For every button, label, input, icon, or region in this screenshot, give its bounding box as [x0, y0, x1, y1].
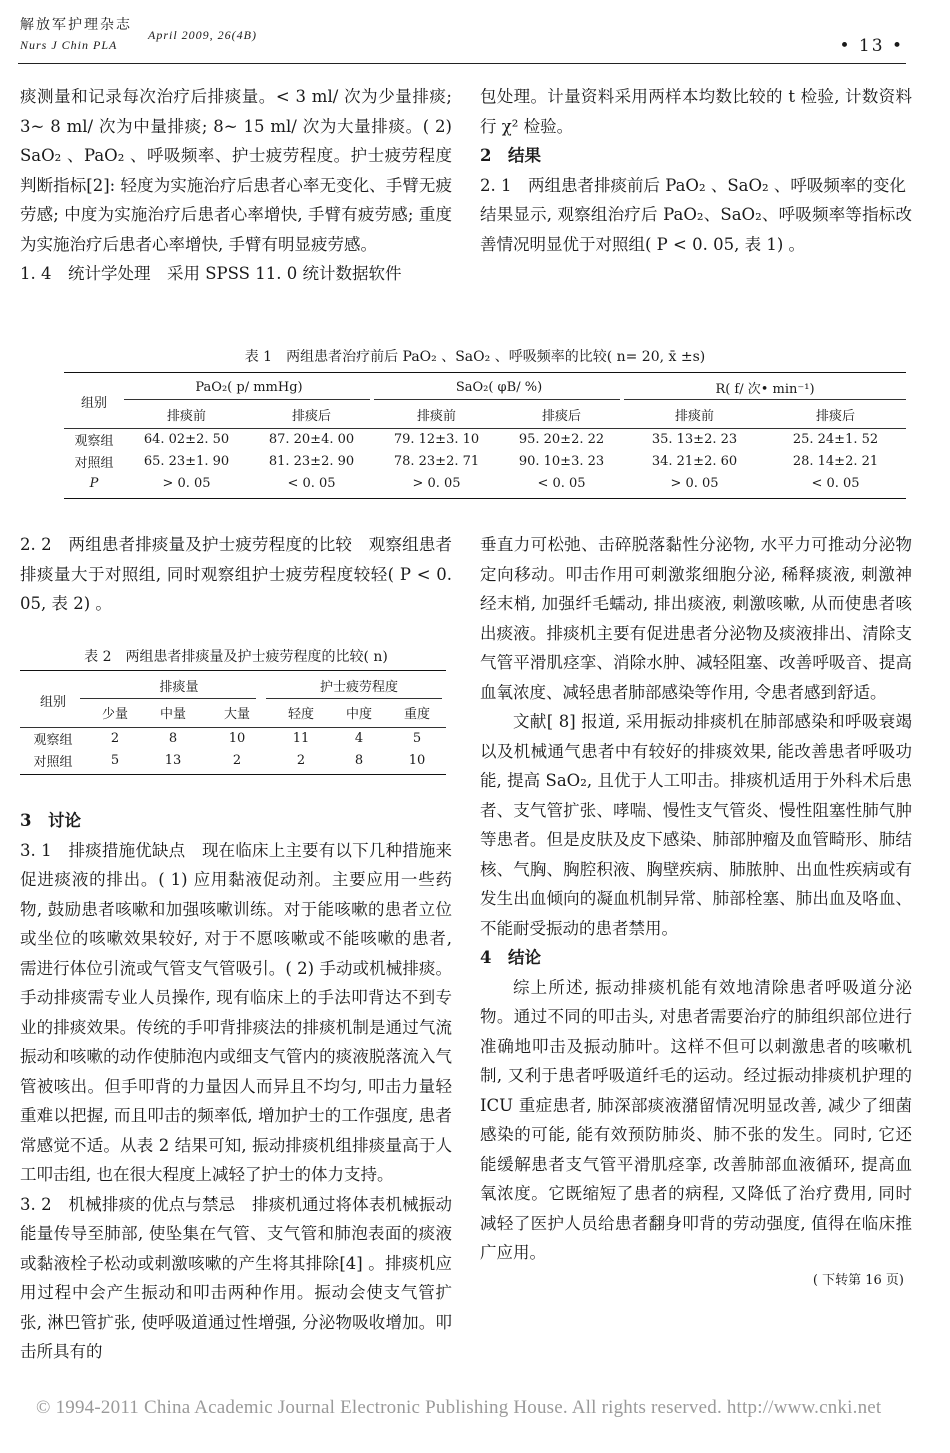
section-2-1-text: 结果显示, 观察组治疗后 PaO₂、SaO₂、呼吸频率等指标改善情况明显优于对照组( P < 0. 05, 表 1) 。: [480, 175, 923, 254]
table1-subheader: 排痰前: [166, 408, 206, 424]
table2-caption: 表 2 两组患者排痰量及护士疲劳程度的比较( n): [84, 649, 388, 665]
table1-subheader: 排痰前: [416, 408, 456, 424]
table-cell: 95. 20±2. 22: [518, 431, 605, 447]
table2-group-header: 组别: [39, 694, 66, 710]
table-cell: 4: [354, 730, 364, 746]
table-cell: 2: [232, 752, 242, 768]
paragraph-stats: 包处理。计量资料采用两样本均数比较的 t 检验, 计数资料行 χ² 检验。: [480, 87, 912, 136]
section-3-1-title: 3. 1 排痰措施优缺点: [20, 840, 186, 860]
table-cell: 13: [164, 752, 182, 768]
table1-colgroup-sao2: SaO₂( φB/ %): [455, 380, 543, 395]
row-label: P: [89, 475, 99, 491]
table-cell: < 0. 05: [287, 475, 336, 491]
table-cell: 5: [412, 730, 422, 746]
table2-bottom-rule: [20, 774, 446, 775]
table-cell: 79. 12±3. 10: [393, 431, 480, 447]
page-number: • 13 •: [839, 36, 904, 56]
section-2-heading: 2 结果: [480, 146, 541, 165]
table-cell: 10: [408, 752, 426, 768]
table1-subheader: 排痰前: [674, 408, 714, 424]
paragraph-literature: 文献[ 8] 报道, 采用振动排痰机在肺部感染和呼吸衰竭以及机械通气患者中有较好的排痰效果, 能改善患者呼吸功能, 提高 SaO₂, 且优于人工叩击。排痰机适用于外科术后患者、支气管扩张、哮喘、慢性支气管炎、慢性阻塞性肺气肿等患者。但是皮肤及皮下感染、肺部肿瘤及血管畸形、肺结核、气胸、胸腔积液、胸壁疾病、肺脓肿、出血性疾病或有发生出血倾向的凝血机制异常、肺部栓塞、肺出血及咯血、不能耐受振动的患者禁用。: [480, 712, 912, 938]
paragraph-mechanism: 垂直力可松弛、击碎脱落黏性分泌物, 水平力可推动分泌物定向移动。叩击作用可刺激浆细胞分泌, 稀释痰液, 刺激神经末梢, 加强纤毛蠕动, 排出痰液, 刺激咳嗽, 从而使患者咳出痰液。排痰机主要有促进患者分泌物及痰液排出、清除支气管平滑肌痉挛、消除水肿、减轻阻塞、改善呼吸音、提高血氧浓度、减轻患者肺部感染等作用, 令患者感到舒适。: [480, 535, 912, 702]
section-2-2: [20, 530, 452, 619]
section-4-heading: 4 结论: [480, 948, 541, 967]
section-3-2: [20, 1190, 452, 1367]
table-cell: < 0. 05: [537, 475, 586, 491]
left-column-top: [20, 82, 452, 289]
row-label: 对照组: [33, 754, 73, 770]
table-cell: 81. 23±2. 90: [268, 453, 355, 469]
table-cell: > 0. 05: [412, 475, 461, 491]
section-1-4-text: 采用 SPSS 11. 0 统计数据软件: [150, 264, 402, 283]
table1-subheader: 排痰后: [541, 408, 581, 424]
row-label: 观察组: [74, 433, 114, 449]
table2-subheader: 轻度: [287, 707, 314, 722]
right-column-bottom: [480, 530, 912, 1294]
section-1-4-title: 1. 4 统计学处理: [20, 264, 151, 283]
table-row: [64, 428, 906, 450]
table1-colgroup-pao2: PaO₂( p/ mmHg): [195, 380, 303, 395]
section-3-1-text: 现在临床上主要有以下几种措施来促进痰液的排出。( 1) 应用黏液促动剂。主要应用一些药物, 鼓励患者咳嗽和加强咳嗽训练。对于能咳嗽的患者立位或坐位的咳嗽效果较好, 对于不愿咳嗽或不能咳嗽的患者, 需进行体位引流或气管支气管吸引。( 2) 手动或机械排痰。手动排痰需专业人员操作, 现有临床上的手法叩背达不到专业的排痰效果。传统的手叩背排痰法的排痰机制是通过气流振动和咳嗽的动作使肺泡内或细支气管内的痰液脱落流入气管被咳出。但手叩背的力量因人而异且不均匀, 叩击力量轻重难以把握, 而且叩击的频率低, 增加护士的工作强度, 患者常感觉不适。从表 2 结果可知, 振动排痰机组排痰量高于人工叩击组, 也在很大程度上减轻了护士的体力支持。: [20, 840, 452, 1184]
row-label: 观察组: [33, 732, 73, 748]
table-row: [20, 749, 446, 771]
table-cell: 25. 24±1. 52: [792, 431, 879, 447]
table-cell: 78. 23±2. 71: [393, 453, 480, 469]
table-cell: < 0. 05: [811, 475, 860, 491]
table-cell: 8: [354, 752, 364, 768]
paragraph-conclusion: 综上所述, 振动排痰机能有效地清除患者呼吸道分泌物。通过不同的叩击头, 对患者需要治疗的肺组织部位进行准确地叩击及振动肺叶。这样不但可以刺激患者的咳嗽机制, 又利于患者呼吸道纤毛的运动。经过振动排痰机护理的 ICU 重症患者, 肺深部痰液潴留情况明显改善, 减少了细菌感染的可能, 能有效预防肺炎、肺不张的发生。同时, 它还能缓解患者支气管平滑肌痉挛, 改善肺部血液循环, 提高血氧浓度。它既缩短了患者的病程, 又降低了治疗费用, 同时减轻了医护人员给患者翻身叩背的劳动强度, 值得在临床推广应用。: [480, 977, 912, 1262]
table2-subheader: 少量: [101, 707, 128, 722]
journal-name-en: Nurs J Chin PLA: [20, 38, 118, 52]
table-cell: 64. 02±2. 50: [143, 431, 230, 447]
copyright-footer: © 1994-2011 China Academic Journal Electronic Publishing House. All rights reserved. http://www.cnki.net: [36, 1397, 882, 1418]
section-3-2-title: 3. 2 机械排痰的优点与禁忌: [20, 1194, 236, 1214]
table1-subheader: 排痰后: [291, 408, 331, 424]
continued-note: ( 下转第 16 页): [812, 1272, 904, 1288]
table-cell: > 0. 05: [670, 475, 719, 491]
table-cell: 87. 20±4. 00: [268, 431, 355, 447]
table2: [20, 673, 446, 771]
table-cell: 35. 13±2. 23: [651, 431, 738, 447]
table1-bottom-rule: [64, 498, 906, 499]
left-column-mid: [20, 530, 452, 619]
paragraph-methods-measure: 痰测量和记录每次治疗后排痰量。< 3 ml/ 次为少量排痰; 3~ 8 ml/ 次为中量排痰; 8~ 15 ml/ 次为大量排痰。( 2) SaO₂ 、PaO₂ 、呼吸频率、护士疲劳程度。护士疲劳程度判断指标[2]: 轻度为实施治疗后患者心率无变化、手臂无疲劳感; 中度为实施治疗后患者心率增快, 手臂有疲劳感; 重度为实施治疗后患者心率增快, 手臂有明显疲劳感。: [20, 87, 452, 254]
table-cell: 34. 21±2. 60: [651, 453, 738, 469]
section-2-1: [480, 171, 923, 260]
header-rule: [18, 63, 906, 64]
table-cell: 5: [110, 752, 120, 768]
table2-colgroup-sputum: 排痰量: [159, 680, 199, 695]
table1-top-rule: [64, 372, 906, 373]
table2-colgroup-fatigue: 护士疲劳程度: [319, 680, 398, 695]
table1-group-header: 组别: [80, 396, 107, 411]
table-cell: 8: [168, 730, 178, 746]
section-1-4: [20, 259, 452, 289]
section-2-2-title: 2. 2 两组患者排痰量及护士疲劳程度的比较: [20, 535, 353, 554]
table2-top-rule: [20, 670, 446, 671]
section-2-1-title: 2. 1 两组患者排痰前后 PaO₂ 、SaO₂ 、呼吸频率的变化: [480, 175, 906, 195]
table-cell: 90. 10±3. 23: [518, 453, 605, 469]
table-cell: 11: [292, 730, 310, 746]
table-row: [20, 727, 446, 749]
table2-subheader: 大量: [223, 707, 250, 722]
table1-colgroup-r: R( f/ 次• min⁻¹): [715, 382, 815, 397]
table2-subheader: 中量: [159, 707, 186, 722]
table1-subheader: 排痰后: [815, 408, 855, 424]
section-3-2-text: 排痰机通过将体表机械振动能量传导至肺部, 使坠集在气管、支气管和肺泡表面的痰液或黏液栓子松动或刺激咳嗽的产生将其排除[4] 。排痰机应用过程中会产生振动和叩击两种作用。振动会使支气管扩张, 淋巴管扩张, 使呼吸道通过性增强, 分泌物吸收增加。叩击所具有的: [20, 1194, 452, 1361]
table-cell: 2: [296, 752, 306, 768]
table-cell: 2: [110, 730, 120, 746]
section-2-2-text: 观察组患者排痰量大于对照组, 同时观察组护士疲劳程度较轻( P < 0. 05, 表 2) 。: [20, 535, 452, 613]
table1-caption: 表 1 两组患者治疗前后 PaO₂ 、SaO₂ 、呼吸频率的比较( n= 20, x̄ ±s): [244, 349, 706, 365]
left-column-bottom: [20, 806, 452, 1367]
table1: [64, 375, 906, 494]
table2-subheader: 中度: [345, 707, 372, 722]
table-cell: > 0. 05: [162, 475, 211, 491]
journal-name-cn: 解放军护理杂志: [20, 17, 132, 33]
issue-date: April 2009, 26(4B): [148, 28, 257, 42]
table-row: [64, 472, 906, 494]
table-row: [64, 450, 906, 472]
row-label: 对照组: [74, 455, 114, 471]
table-cell: 65. 23±1. 90: [143, 453, 230, 469]
table-cell: 28. 14±2. 21: [792, 453, 879, 469]
section-3-1: [20, 836, 452, 1190]
table-cell: 10: [228, 730, 246, 746]
section-3-heading: 3 讨论: [20, 811, 81, 830]
table2-subheader: 重度: [403, 707, 430, 722]
right-column-top: [480, 82, 923, 259]
